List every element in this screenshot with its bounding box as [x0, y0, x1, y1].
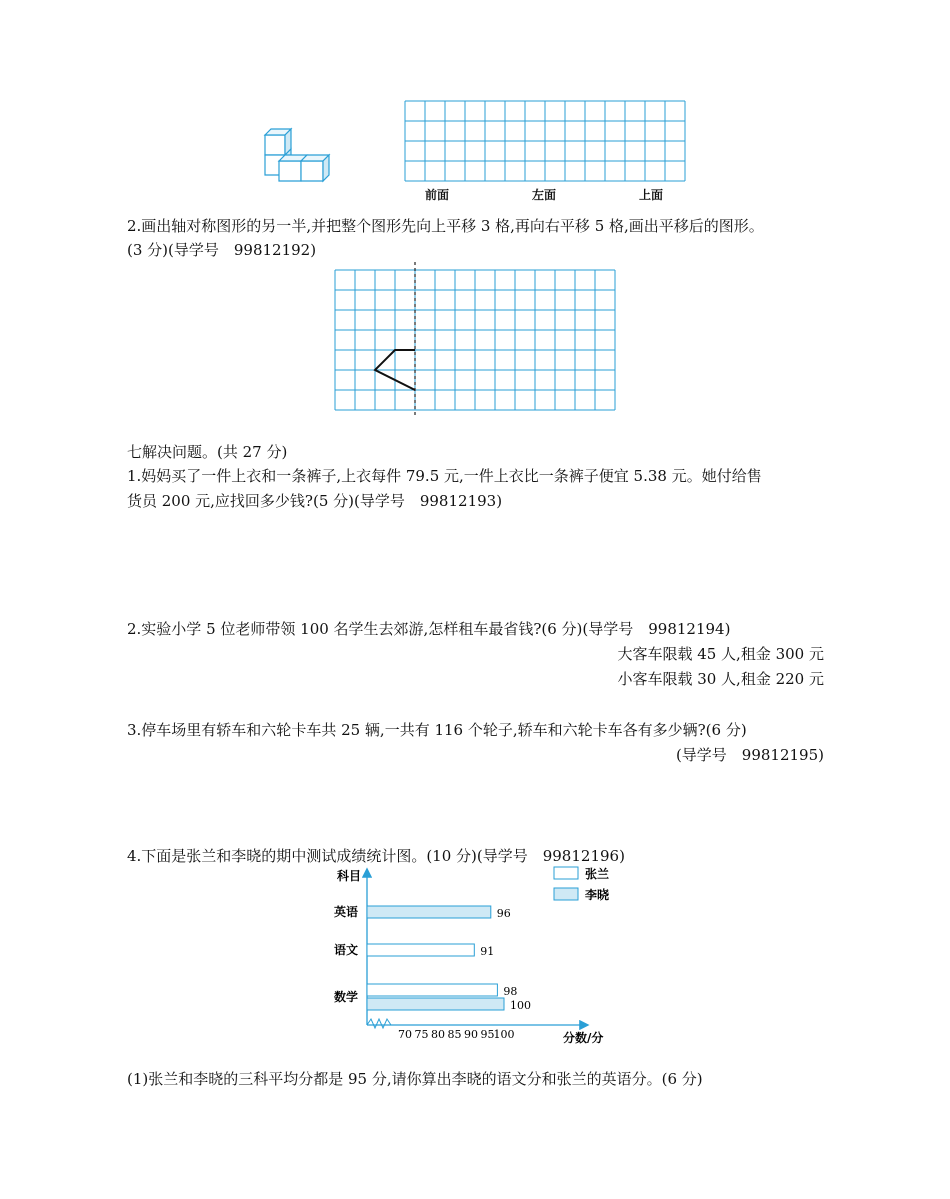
legend-label-zhanglan: 张兰 — [585, 867, 610, 881]
category-label: 数学 — [334, 990, 359, 1004]
bar-value-label: 100 — [510, 999, 531, 1012]
bar-value-label: 96 — [496, 907, 511, 920]
bar-语文-张兰 — [367, 944, 474, 956]
s7-q3-line2: (导学号 99812195) — [675, 746, 824, 764]
chart-legend — [554, 866, 609, 902]
x-tick-label: 75 — [414, 1028, 429, 1041]
s7-q2-line1: 2.实验小学 5 位老师带领 100 名学生去郊游,怎样租车最省钱?(6 分)(导学号 99812194) — [127, 620, 731, 638]
bus-big-info: 大客车限载 45 人,租金 300 元 — [617, 645, 824, 663]
s7-q4-sub1: (1)张兰和李晓的三科平均分都是 95 分,请你算出李晓的语文分和张兰的英语分。(6 分) — [127, 1070, 703, 1088]
legend-label-lixiao: 李晓 — [585, 888, 610, 902]
x-tick-label: 85 — [447, 1028, 462, 1041]
bar-数学-张兰 — [367, 984, 497, 996]
view-label-left: 左面 — [532, 188, 557, 202]
legend-swatch-lixiao — [554, 888, 578, 900]
s7-q1-line2: 货员 200 元,应找回多少钱?(5 分)(导学号 99812193) — [127, 492, 503, 510]
x-tick-label: 95 — [480, 1028, 495, 1041]
view-grid — [405, 101, 685, 181]
view-label-top: 上面 — [639, 188, 664, 202]
x-tick-label: 100 — [493, 1028, 515, 1041]
bar-value-label: 98 — [503, 985, 518, 998]
cube-stack-icon — [265, 129, 329, 181]
bus-small-info: 小客车限载 30 人,租金 220 元 — [617, 670, 824, 688]
axis-break-icon — [367, 1019, 395, 1028]
top-figure — [255, 95, 695, 205]
s7-q3-line1: 3.停车场里有轿车和六轮卡车共 25 辆,一共有 116 个轮子,轿车和六轮卡车各有多少辆?(6 分) — [127, 721, 747, 739]
legend-swatch-zhanglan — [554, 867, 578, 879]
x-axis-title: 分数/分 — [563, 1031, 604, 1045]
bar-英语-李晓 — [367, 906, 491, 918]
view-label-front: 前面 — [425, 188, 450, 202]
category-label: 语文 — [334, 943, 359, 957]
symmetry-grid — [330, 262, 620, 418]
x-tick-label: 70 — [398, 1028, 412, 1041]
bar-数学-李晓 — [367, 998, 504, 1010]
s7-q1-line1: 1.妈妈买了一件上衣和一条裤子,上衣每件 79.5 元,一件上衣比一条裤子便宜 5.38 元。她付给售 — [127, 467, 762, 485]
q6-2-line2: (3 分)(导学号 99812192) — [127, 241, 317, 259]
bar-value-label: 91 — [480, 945, 495, 958]
x-tick-label: 90 — [464, 1028, 478, 1041]
x-tick-label: 80 — [431, 1028, 445, 1041]
section7-title: 七解决问题。(共 27 分) — [127, 443, 288, 461]
y-axis-title: 科目 — [337, 869, 362, 883]
score-bar-chart — [325, 862, 625, 1048]
q6-2-line1: 2.画出轴对称图形的另一半,并把整个图形先向上平移 3 格,再向右平移 5 格,画出平移后的图形。 — [127, 217, 764, 235]
category-label: 英语 — [334, 905, 359, 919]
s7-q4-line1: 4.下面是张兰和李晓的期中测试成绩统计图。(10 分)(导学号 99812196) — [127, 847, 625, 865]
